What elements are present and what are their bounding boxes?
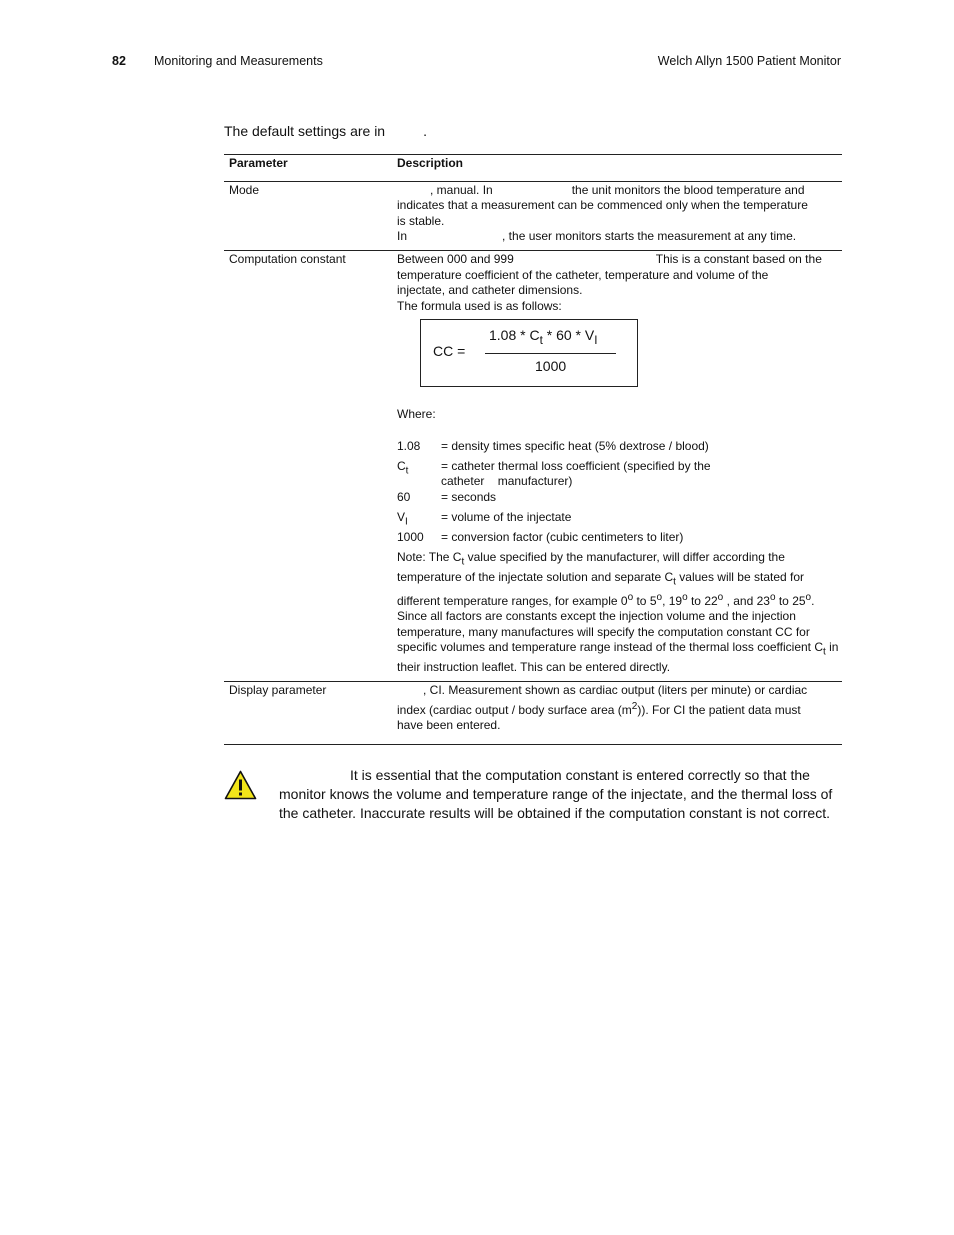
note-text: to 22 xyxy=(687,593,718,608)
formula-lhs: CC = xyxy=(433,343,466,360)
product-title: Welch Allyn 1500 Patient Monitor xyxy=(657,54,841,68)
description-mode xyxy=(397,181,842,250)
note-text: value specified by the manufacturer, will differ according the xyxy=(464,549,785,564)
parameter-table xyxy=(224,154,842,745)
symbol-text: 1.08 xyxy=(397,438,421,453)
note-text: different temperature ranges, for example 0 xyxy=(397,593,628,608)
note-text: values will be stated for xyxy=(675,569,805,584)
table-row-computation-constant xyxy=(224,250,842,681)
section-title: Monitoring and Measurements xyxy=(154,54,323,68)
definition-item xyxy=(397,510,842,530)
para-text: Since all factors are constants except the injection volume and the injection temperature, many manufactures will specify the computation constant CC for specific volumes and temperature range instead of the thermal loss coefficient C xyxy=(397,609,823,655)
symbol-text: 60 xyxy=(397,489,411,504)
cc-text: temperature coefficient of the catheter, temperature and volume of the xyxy=(397,267,769,282)
definition-symbol xyxy=(397,530,441,550)
definition-text: = seconds xyxy=(441,489,497,504)
definition-text: = density times specific heat (5% dextrose / blood) xyxy=(441,438,709,453)
display-text: have been entered. xyxy=(397,718,501,733)
formula-numerator-part: 1.08 * C xyxy=(489,327,540,344)
warning-text xyxy=(279,766,839,822)
formula-sub-t: t xyxy=(539,334,543,348)
description-computation-constant xyxy=(397,250,842,681)
symbol-text: 1000 xyxy=(397,529,424,544)
squared-sup: 2 xyxy=(631,700,638,712)
mode-text: is stable. xyxy=(397,213,445,228)
mode-text: the unit monitors the blood temperature and xyxy=(571,182,805,197)
display-text: , CI. Measurement shown as cardiac output (liters per minute) or cardiac xyxy=(423,682,808,697)
formula-numerator-part: * 60 * V xyxy=(542,327,595,344)
mode-text: indicates that a measurement can be commenced only when the temperature xyxy=(397,198,808,213)
degree-sup: o xyxy=(627,591,634,603)
cc-text: Between 000 and 999 xyxy=(397,251,514,266)
note-text: . xyxy=(811,593,815,608)
degree-sup: o xyxy=(769,591,776,603)
description-display-parameter xyxy=(397,681,842,744)
definition-item xyxy=(397,439,842,459)
note-sub: t xyxy=(673,576,676,588)
table-header-row xyxy=(224,155,842,182)
definition-symbol xyxy=(397,439,441,459)
symbol-text: C xyxy=(397,458,406,473)
definition-text: = catheter thermal loss coefficient (specified by the catheter manufacturer) xyxy=(441,458,711,489)
intro-text-after: . xyxy=(423,123,427,139)
table-row-display-parameter xyxy=(224,681,842,744)
parameter-name-computation-constant: Computation constant xyxy=(229,251,346,266)
note-paragraph xyxy=(397,550,842,610)
note-text: temperature of the injectate solution and separate C xyxy=(397,569,674,584)
definition-symbol xyxy=(397,490,441,510)
cc-text: This is a constant based on the xyxy=(655,251,822,266)
mode-text: , manual. In xyxy=(430,182,493,197)
column-header-parameter: Parameter xyxy=(229,156,288,170)
warning-message: It is essential that the computation constant is entered correctly so that the monitor knows the volume and temperature range of the injectate, and the thermal loss of the catheter. Inaccurate results will be obtained if the computation constant is not correct. xyxy=(279,767,833,821)
definition-text: = volume of the injectate xyxy=(441,509,572,524)
display-text: index (cardiac output / body surface area (m xyxy=(397,702,632,717)
definition-text: = conversion factor (cubic centimeters to liter) xyxy=(441,529,684,544)
note-sub: t xyxy=(461,556,465,568)
note-text: , and 23 xyxy=(723,593,770,608)
parameter-name-mode: Mode xyxy=(229,182,260,197)
mode-text: In xyxy=(397,229,408,244)
symbol-sub: I xyxy=(405,516,408,528)
note-text: Note: The C xyxy=(397,549,462,564)
note-text: to 25 xyxy=(775,593,806,608)
definition-item xyxy=(397,459,842,490)
para-text: in their instruction leaflet. This can be entered directly. xyxy=(397,640,839,675)
intro-text xyxy=(224,123,427,139)
symbol-text: V xyxy=(397,509,406,524)
definition-symbol xyxy=(397,459,441,490)
constants-paragraph xyxy=(397,609,842,676)
formula-sub-i: I xyxy=(594,334,598,348)
definition-item xyxy=(397,490,842,510)
formula-denominator: 1000 xyxy=(535,358,567,375)
formula-intro: The formula used is as follows: xyxy=(397,298,562,313)
degree-sup: o xyxy=(656,591,663,603)
para-sub: t xyxy=(823,646,826,658)
symbol-sub: t xyxy=(405,464,409,476)
parameter-name-display-parameter: Display parameter xyxy=(229,682,327,697)
where-label: Where: xyxy=(397,407,436,422)
degree-sup: o xyxy=(682,591,688,603)
column-header-description: Description xyxy=(397,156,464,170)
table-row-mode xyxy=(224,181,842,250)
definition-list xyxy=(397,439,842,550)
definition-symbol xyxy=(397,510,441,530)
degree-sup: o xyxy=(717,591,724,603)
page-number: 82 xyxy=(112,54,126,68)
display-text: )). For CI the patient data must xyxy=(637,702,801,717)
fraction-bar xyxy=(485,353,616,354)
warning-triangle-icon xyxy=(224,770,257,800)
note-text: , 19 xyxy=(662,593,683,608)
intro-text-before: The default settings are in xyxy=(224,123,386,139)
degree-sup: o xyxy=(805,591,812,603)
mode-text: , the user monitors starts the measurement at any time. xyxy=(502,229,797,244)
note-text: to 5 xyxy=(633,593,657,608)
definition-item xyxy=(397,530,842,550)
cc-text: injectate, and catheter dimensions. xyxy=(397,283,583,298)
formula-numerator xyxy=(489,328,597,348)
formula-box xyxy=(420,319,638,387)
